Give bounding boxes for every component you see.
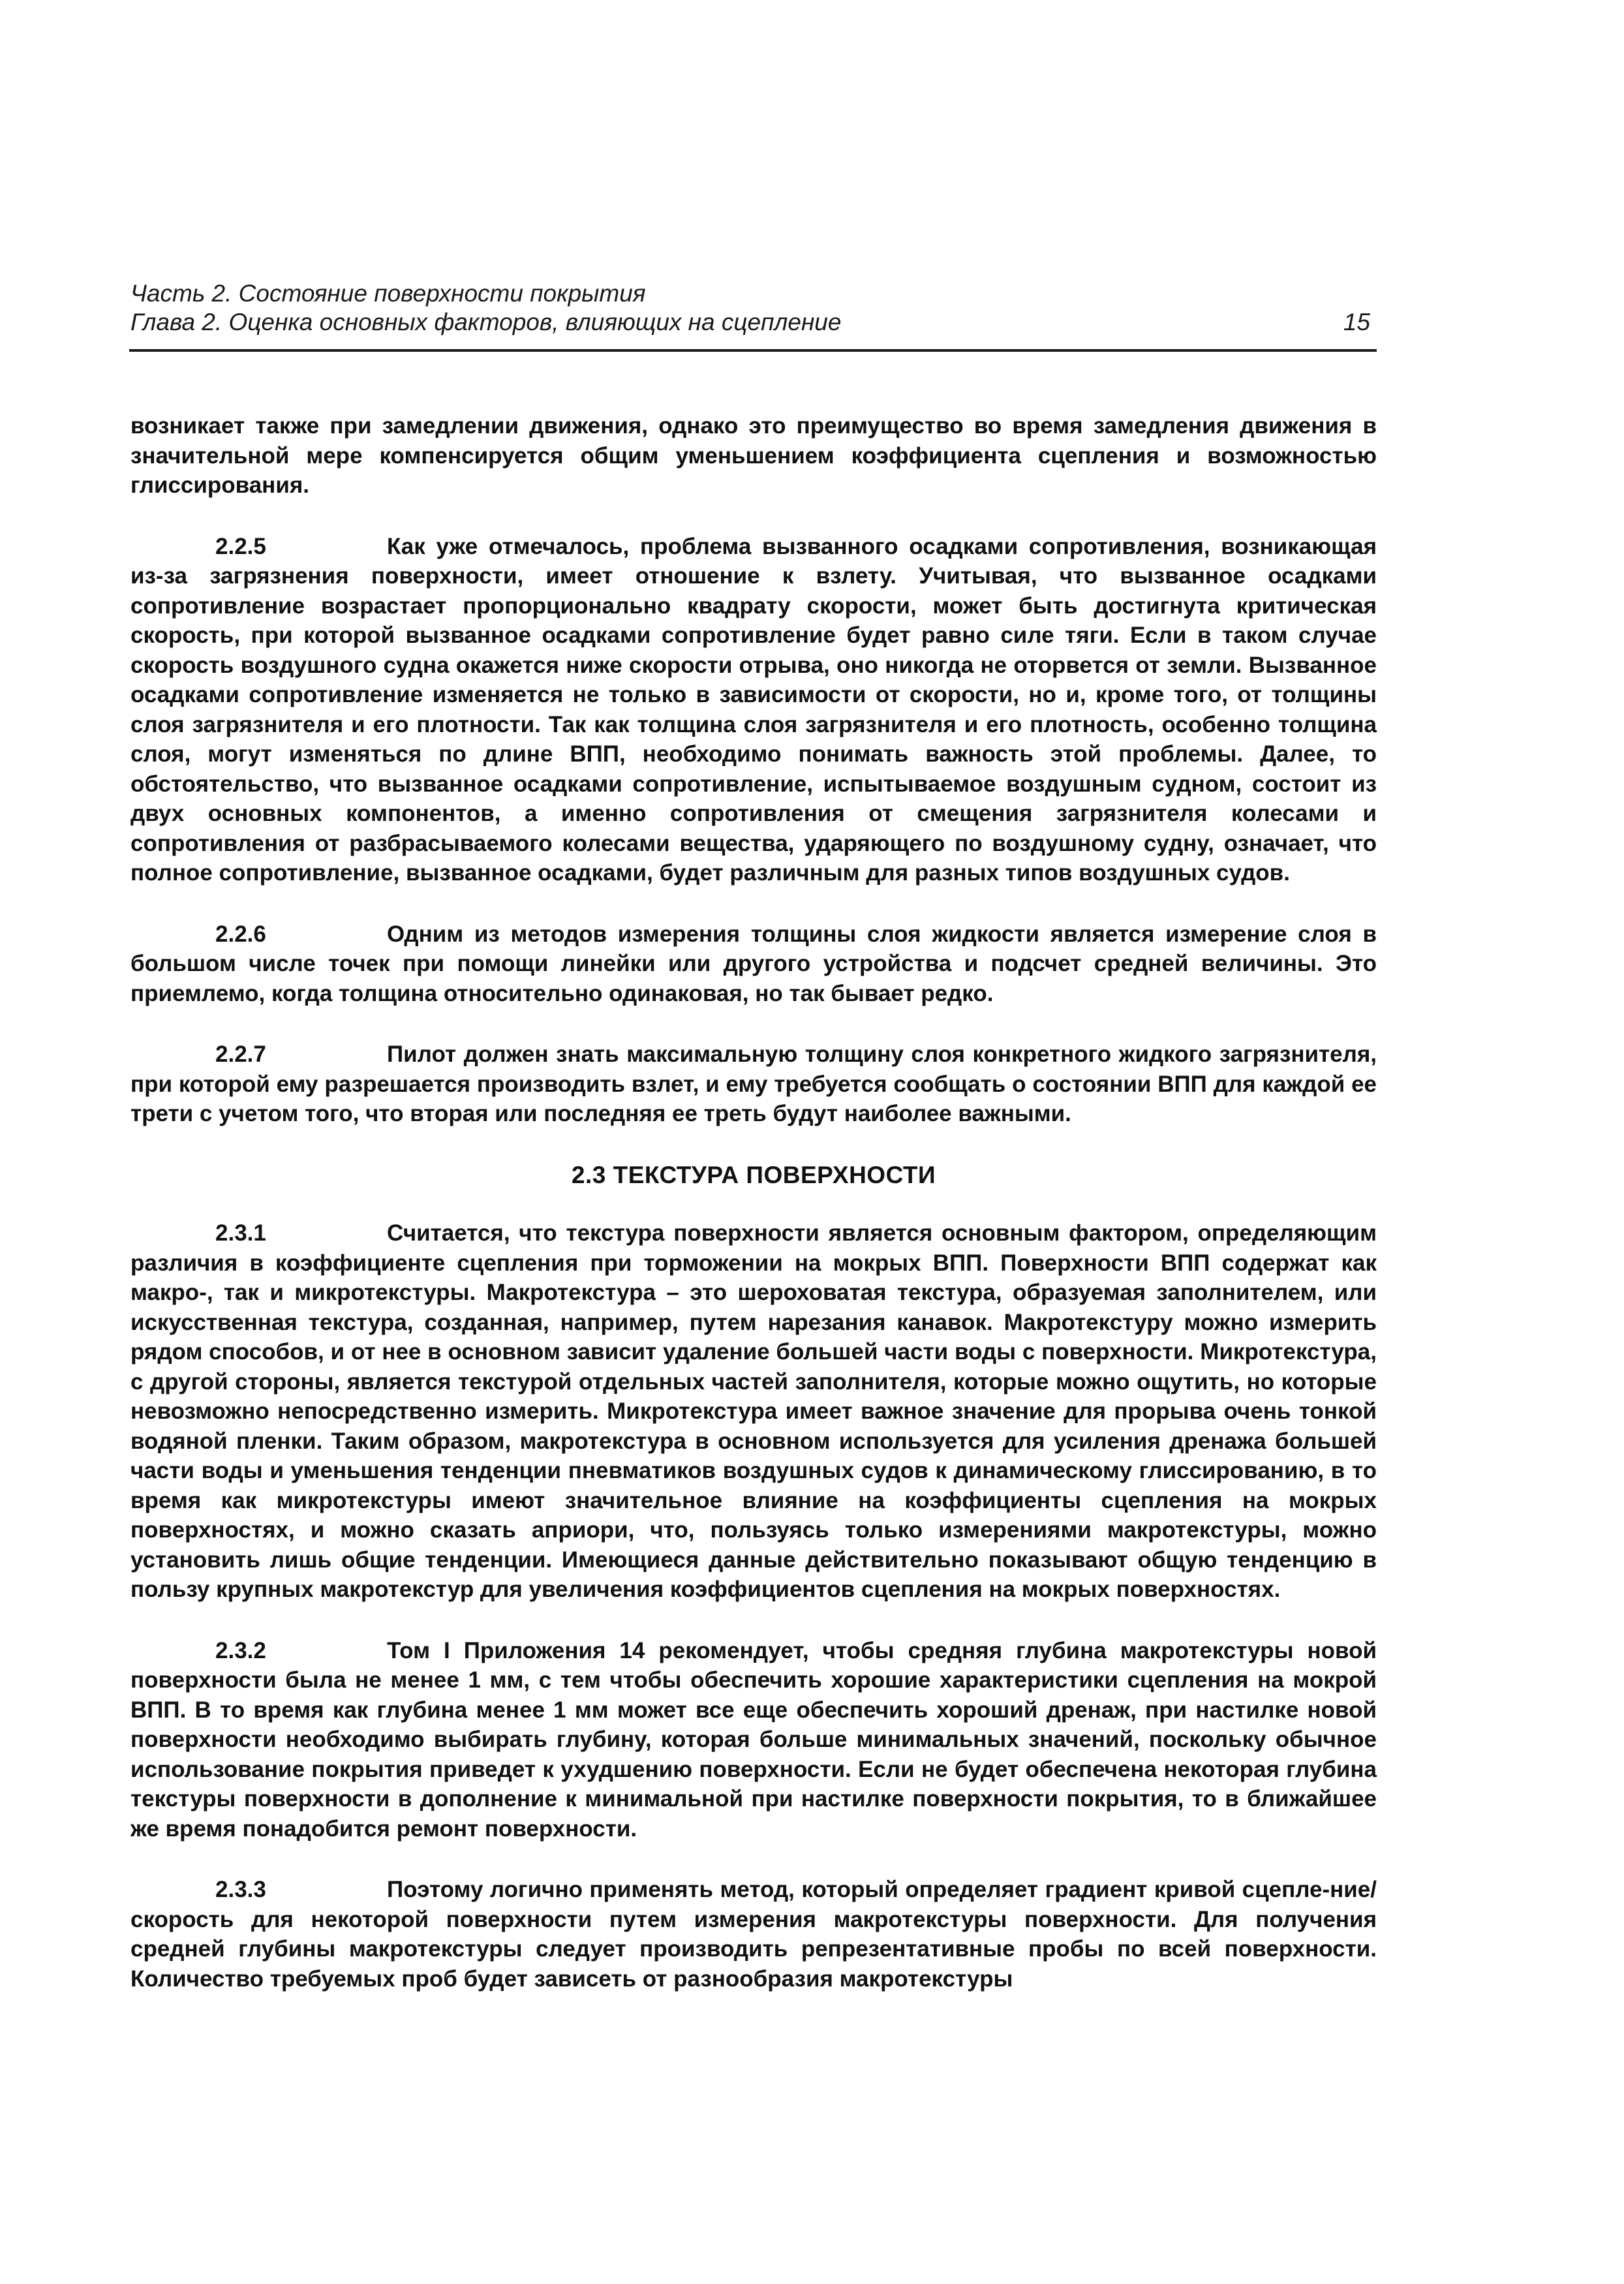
paragraph-text: возникает также при замедлении движения, однако это преимущество во время замедления движения в значительной мере компенсируется общим уменьшением коэффициента сцепления и возможностью глиссирования.: [130, 413, 1377, 498]
paragraph-2-3-1: [130, 1218, 1377, 1605]
paragraph-2-2-5: [130, 532, 1377, 888]
paragraph-text: Том I Приложения 14 рекомендует, чтобы средняя глубина макротекстуры новой поверхности была не менее 1 мм, с тем чтобы обеспечить хорошие характеристики сцепления на мокрой ВПП. В то время как глубина менее 1 мм может все еще обеспечить хороший дренаж, при настилке новой поверхности необходимо выбирать глубину, которая больше минимальных значений, поскольку обычное использование покрытия приведет к ухудшению поверхности. Если не будет обеспечена некоторая глубина текстуры поверхности в дополнение к минимальной при настилке поверхности покрытия, то в ближайшее же время понадобится ремонт поверхности.: [130, 1637, 1377, 1842]
header-divider: [129, 349, 1377, 352]
paragraph-continuation: [130, 411, 1377, 501]
paragraph-2-3-3: [130, 1875, 1377, 1994]
paragraph-number: 2.2.7: [215, 1042, 266, 1067]
paragraph-number: 2.2.5: [215, 533, 266, 559]
paragraph-number: 2.3.3: [215, 1877, 266, 1902]
paragraph-2-2-6: [130, 919, 1377, 1009]
paragraph-text: Считается, что текстура поверхности является основным фактором, определяющим различия в коэффициенте сцепления при торможении на мокрых ВПП. Поверхности ВПП содержат как макро-, так и микротекстуры. Макротекстура – это шероховатая текстура, образуемая заполнителем, или искусственная текстура, созданная, например, путем нарезания канавок. Макротекстуру можно измерить рядом способов, и от нее в основном зависит удаление большей части воды с поверхности. Микротекстура, с другой стороны, является текстурой отдельных частей заполнителя, которые можно ощутить, но которые невозможно непосредственно измерить. Микротекстура имеет важное значение для прорыва очень тонкой водяной пленки. Таким образом, макротекстура в основном используется для усиления дренажа большей части воды и уменьшения тенденции пневматиков воздушных судов к динамическому глиссированию, в то время как микротекстуры имеют значительное влияние на коэффициенты сцепления на мокрых поверхностях, и можно сказать априори, что, пользуясь только измерениями макротекстуры, можно установить лишь общие тенденции. Имеющиеся данные действительно показывают общую тенденцию в пользу крупных макротекстур для увеличения коэффициентов сцепления на мокрых поверхностях.: [130, 1220, 1377, 1602]
header-chapter-title: Глава 2. Оценка основных факторов, влияющих на сцепление: [130, 309, 842, 335]
paragraph-text: Как уже отмечалось, проблема вызванного осадками сопротивления, возникающая из-за загрязнения поверхности, имеет отношение к взлету. Учитывая, что вызванное осадками сопротивление возрастает пропорционально квадрату скорости, может быть достигнута критическая скорость, при которой вызванное осадками сопротивление будет равно силе тяги. Если в таком случае скорость воздушного судна окажется ниже скорости отрыва, оно никогда не оторвется от земли. Вызванное осадками сопротивление изменяется не только в зависимости от скорости, но и, кроме того, от толщины слоя загрязнителя и его плотности. Так как толщина слоя загрязнителя и его плотность, особенно толщина слоя, могут изменяться по длине ВПП, необходимо понимать важность этой проблемы. Далее, то обстоятельство, что вызванное осадками сопротивление, испытываемое воздушным судном, состоит из двух основных компонентов, а именно сопротивления от смещения загрязнителя колесами и сопротивления от разбрасываемого колесами вещества, ударяющего по воздушному судну, означает, что полное сопротивление, вызванное осадками, будет различным для разных типов воздушных судов.: [130, 533, 1377, 886]
paragraph-number: 2.2.6: [215, 921, 266, 947]
section-heading: 2.3 ТЕКСТУРА ПОВЕРХНОСТИ: [571, 1161, 936, 1188]
page-number: 15: [1343, 309, 1370, 335]
paragraph-text: Пилот должен знать максимальную толщину слоя конкретного жидкого загрязнителя, при которой ему разрешается производить взлет, и ему требуется сообщать о состоянии ВПП для каждой ее трети с учетом того, что вторая или последняя ее треть будут наиболее важными.: [130, 1042, 1377, 1126]
paragraph-number: 2.3.2: [215, 1637, 266, 1663]
paragraph-text: Поэтому логично применять метод, который определяет градиент кривой сцепле-ние/скорость для некоторой поверхности путем измерения макротекстуры поверхности. Для получения средней глубины макротекстуры следует производить репрезентативные пробы по всей поверхности. Количество требуемых проб будет зависеть от разнообразия макротекстуры: [130, 1877, 1377, 1992]
paragraph-number: 2.3.1: [215, 1220, 266, 1246]
body-text: [130, 411, 1377, 2025]
header-part-title: Часть 2. Состояние поверхности покрытия: [130, 280, 646, 307]
paragraph-2-2-7: [130, 1040, 1377, 1129]
paragraph-2-3-2: [130, 1636, 1377, 1844]
paragraph-text: Одним из методов измерения толщины слоя жидкости является измерение слоя в большом числе точек при помощи линейки или другого устройства и подсчет средней величины. Это приемлемо, когда толщина относительно одинаковая, но так бывает редко.: [130, 921, 1377, 1006]
running-header: [130, 279, 1375, 337]
